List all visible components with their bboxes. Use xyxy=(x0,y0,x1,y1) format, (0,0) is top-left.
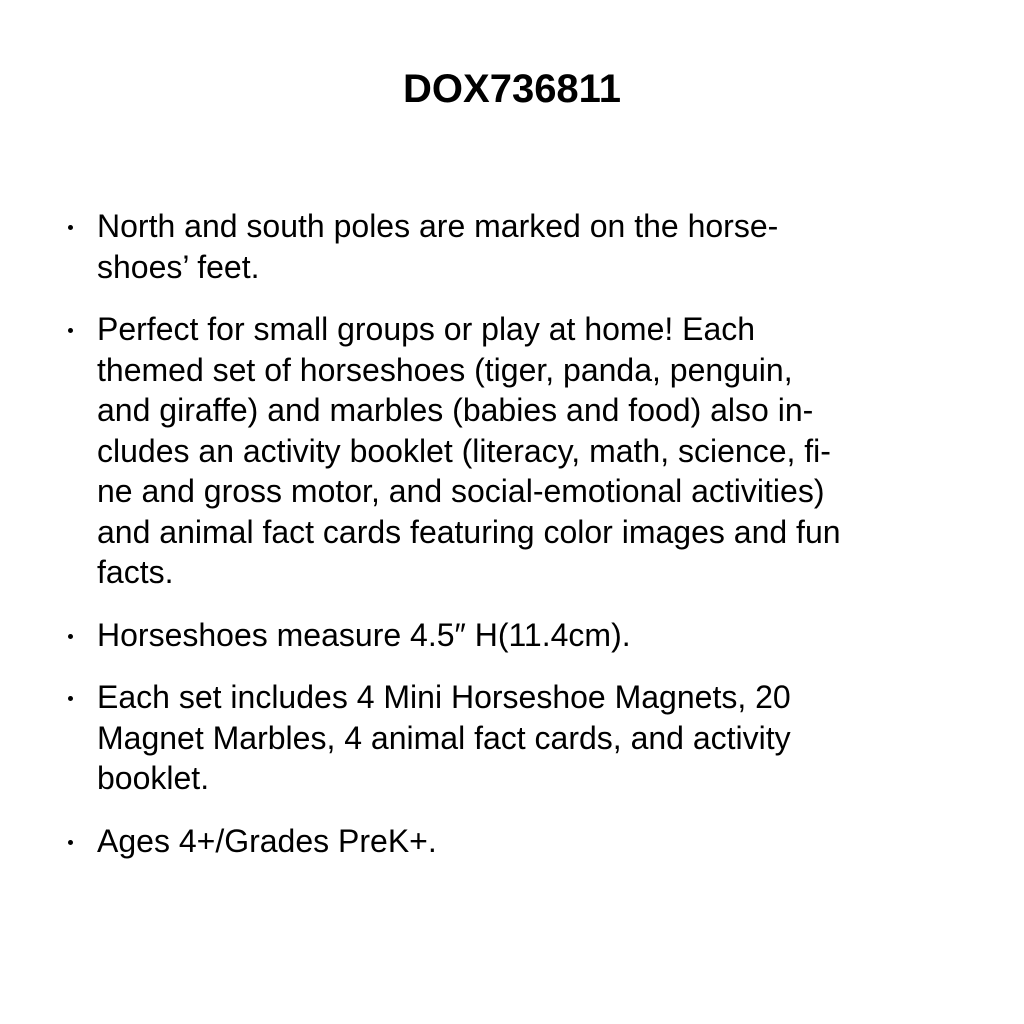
bullet-text-line: themed set of horseshoes (tiger, panda, penguin, xyxy=(97,351,793,388)
bullet-text-line: Each set includes 4 Mini Horseshoe Magnets, 20 xyxy=(97,679,791,715)
bullet-icon xyxy=(68,634,73,639)
bullet-icon xyxy=(68,225,73,230)
document-title: DOX736811 xyxy=(403,67,621,111)
bullet-text-line: Horseshoes measure 4.5″ H(11.4cm). xyxy=(97,616,631,653)
bullet-text-line: facts. xyxy=(97,554,174,590)
bullet-text-line: North and south poles are marked on the horse- xyxy=(97,208,779,244)
bullet-icon xyxy=(68,696,73,701)
bullet-item xyxy=(58,615,978,656)
bullet-text-line: Magnet Marbles, 4 animal fact cards, and activity xyxy=(97,719,791,756)
bullet-icon xyxy=(68,328,73,333)
bullet-text-line: Perfect for small groups or play at home! Each xyxy=(97,311,756,347)
bullet-item xyxy=(58,821,978,862)
bullet-item xyxy=(58,206,978,287)
bullet-text-line: booklet. xyxy=(97,760,210,796)
bullet-item xyxy=(58,309,978,593)
bullet-item xyxy=(58,677,978,799)
bullet-icon xyxy=(68,840,73,845)
bullet-text-line: ne and gross motor, and social-emotional activities) xyxy=(97,473,825,509)
bullet-text-line: and giraffe) and marbles (babies and food) also in- xyxy=(97,392,814,428)
bullet-text-line: cludes an activity booklet (literacy, math, science, fi- xyxy=(97,432,831,469)
bullet-text-line: and animal fact cards featuring color images and fun xyxy=(97,513,841,550)
bullet-text-line: shoes’ feet. xyxy=(97,248,260,285)
bullet-list xyxy=(58,206,978,883)
bullet-text-line: Ages 4+/Grades PreK+. xyxy=(97,822,437,859)
